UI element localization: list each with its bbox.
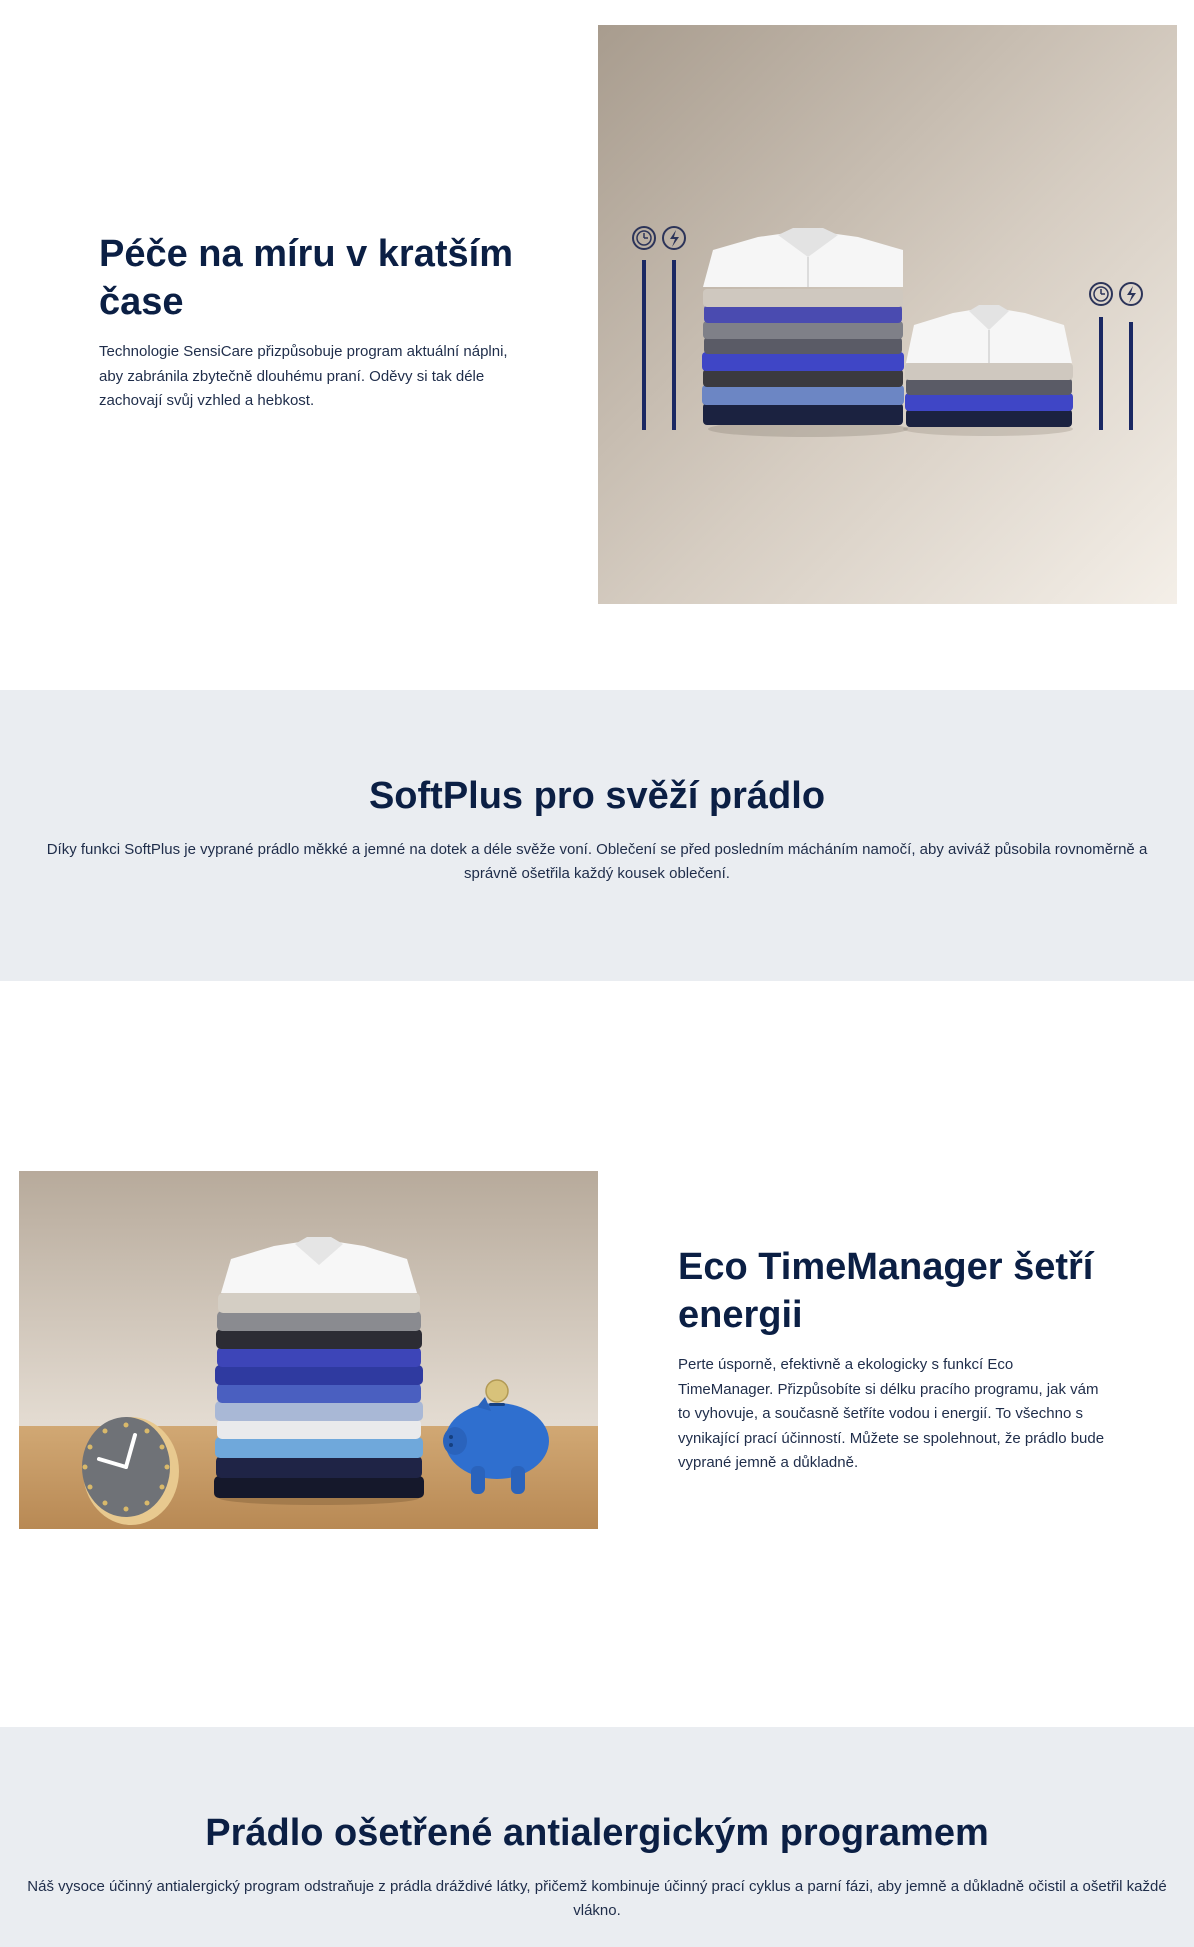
- clock-icon: [633, 227, 655, 249]
- time-bar-long: [642, 260, 646, 430]
- band-antiallergy: [0, 1727, 1194, 1947]
- feature-sensicare-description: Technologie SensiCare přizpůsobuje program aktuální náplni, aby zabránila zbytečně dlouhému praní. Oděvy si tak déle zachovají svůj vzhled a hebkost.: [99, 343, 508, 409]
- feature-sensicare-text: [99, 230, 519, 414]
- band-softplus: [0, 690, 1194, 981]
- band-antiallergy-title: Prádlo ošetřené antialergickým programem: [205, 1812, 989, 1854]
- band-antiallergy-description: Náš vysoce účinný antialergický program odstraňuje z prádla dráždivé látky, přičemž kombinuje účinný prací cyklus a parní fázi, aby jemně a důkladně očistil a ošetřil každé vlákno.: [27, 1878, 1167, 1919]
- feature-eco-timemanager-title: Eco TimeManager šetří energii: [678, 1246, 1094, 1336]
- feature-eco-timemanager: [0, 981, 1194, 1727]
- feature-eco-timemanager-text: [678, 1243, 1108, 1476]
- feature-sensicare: [0, 0, 1194, 690]
- clothes-stack: [214, 1237, 424, 1505]
- clothes-stack-small: [903, 305, 1073, 436]
- band-softplus-title: SoftPlus pro svěží prádlo: [368, 775, 826, 817]
- clock-icon: [1090, 283, 1112, 305]
- feature-sensicare-title: Péče na míru v kratším čase: [99, 233, 513, 323]
- time-bar-short: [1099, 317, 1103, 430]
- feature-eco-timemanager-description: Perte úsporně, efektivně a ekologicky s funkcí Eco TimeManager. Přizpůsobíte si délku pracího programu, jak vám to vyhovuje, a současně šetříte vodou i energií. To všechno s vynikající prací účinností. Můžete se spolehnout, že prádlo bude vyprané jemně a důkladně.: [678, 1356, 1105, 1471]
- energy-bar-long: [672, 260, 676, 430]
- band-softplus-description: Díky funkci SoftPlus je vyprané prádlo měkké a jemné na dotek a déle svěže voní. Oblečení se před posledním mácháním namočí, aby aviváž působila rovnoměrně a správně ošetřila každý kousek oblečení.: [46, 841, 1148, 882]
- sensicare-image: [598, 25, 1177, 604]
- clothes-stack-large: [702, 228, 908, 437]
- eco-timemanager-image: [19, 1171, 598, 1529]
- energy-bar-short: [1129, 322, 1133, 430]
